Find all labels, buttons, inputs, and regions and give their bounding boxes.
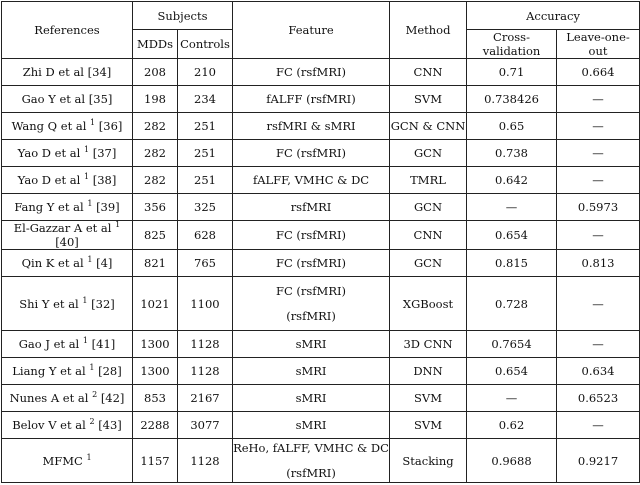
col-controls: Controls [178, 30, 233, 59]
mdds-cell: 825 [133, 221, 178, 250]
method-cell: GCN [390, 140, 467, 167]
feature-line: FC (rsfMRI) [275, 284, 347, 298]
mdds-cell: 208 [133, 59, 178, 86]
controls-cell: 765 [178, 250, 233, 277]
feature-cell: FC (rsfMRI) [233, 140, 390, 167]
cv-cell: 0.65 [467, 113, 557, 140]
method-cell: SVM [390, 385, 467, 412]
mdds-cell: 282 [133, 113, 178, 140]
reference-cell: Qin K et al $^1$ [4] [2, 250, 133, 277]
cv-cell: — [467, 385, 557, 412]
controls-cell: 3077 [178, 412, 233, 439]
loo-cell: 0.6523 [557, 385, 640, 412]
controls-cell: 1100 [178, 277, 233, 331]
reference-cell: Yao D et al $^1$ [38] [2, 167, 133, 194]
col-cross-validation: Cross-validation [467, 30, 557, 59]
reference-cell: Liang Y et al $^1$ [28] [2, 358, 133, 385]
feature-cell: fALFF (rsfMRI) [233, 86, 390, 113]
loo-cell: — [557, 412, 640, 439]
controls-cell: 2167 [178, 385, 233, 412]
controls-cell: 251 [178, 167, 233, 194]
feature-line-2: (rsfMRI) [286, 309, 336, 323]
col-mdds: MDDs [133, 30, 178, 59]
feature-cell: sMRI [233, 412, 390, 439]
mdds-cell: 198 [133, 86, 178, 113]
cv-cell: 0.7654 [467, 331, 557, 358]
method-cell: TMRL [390, 167, 467, 194]
mdds-cell: 356 [133, 194, 178, 221]
mdds-cell: 1300 [133, 331, 178, 358]
feature-cell: FC (rsfMRI) [233, 59, 390, 86]
method-cell: Stacking [390, 439, 467, 483]
controls-cell: 210 [178, 59, 233, 86]
controls-cell: 234 [178, 86, 233, 113]
mdds-cell: 1300 [133, 358, 178, 385]
col-leave-one-out: Leave-one-out [557, 30, 640, 59]
table-row [2, 86, 640, 113]
cv-cell: 0.642 [467, 167, 557, 194]
loo-cell: 0.5973 [557, 194, 640, 221]
cv-cell: 0.815 [467, 250, 557, 277]
feature-cell: fALFF, VMHC & DC [233, 167, 390, 194]
method-cell: 3D CNN [390, 331, 467, 358]
reference-cell: Gao J et al $^1$ [41] [2, 331, 133, 358]
loo-cell: — [557, 221, 640, 250]
feature-cell [233, 439, 390, 483]
col-feature: Feature [233, 2, 390, 59]
reference-cell: Shi Y et al $^1$ [32] [2, 277, 133, 331]
reference-cell: Zhi D et al [34] [2, 59, 133, 86]
method-cell: GCN [390, 194, 467, 221]
table-row [2, 412, 640, 439]
mdds-cell: 2288 [133, 412, 178, 439]
controls-cell: 251 [178, 113, 233, 140]
mdds-cell: 282 [133, 167, 178, 194]
feature-line-2: (rsfMRI) [286, 466, 336, 480]
feature-line: ReHo, fALFF, VMHC & DC [233, 441, 389, 455]
table-row [2, 277, 640, 331]
cv-cell: 0.738426 [467, 86, 557, 113]
loo-cell: — [557, 113, 640, 140]
table-row [2, 59, 640, 86]
cv-cell: — [467, 194, 557, 221]
method-cell: CNN [390, 59, 467, 86]
reference-cell: Fang Y et al $^1$ [39] [2, 194, 133, 221]
loo-cell: — [557, 167, 640, 194]
reference-cell: El-Gazzar A et al $^1$ [40] [2, 221, 133, 250]
table-row [2, 331, 640, 358]
cv-cell: 0.654 [467, 221, 557, 250]
method-cell: DNN [390, 358, 467, 385]
method-cell: GCN & CNN [390, 113, 467, 140]
method-cell: SVM [390, 86, 467, 113]
loo-cell: 0.9217 [557, 439, 640, 483]
loo-cell: — [557, 277, 640, 331]
feature-cell: rsfMRI & sMRI [233, 113, 390, 140]
col-method: Method [390, 2, 467, 59]
cv-cell: 0.71 [467, 59, 557, 86]
feature-cell: FC (rsfMRI) [233, 221, 390, 250]
comparison-table [1, 1, 640, 483]
feature-cell [233, 277, 390, 331]
controls-cell: 1128 [178, 358, 233, 385]
cv-cell: 0.728 [467, 277, 557, 331]
mdds-cell: 821 [133, 250, 178, 277]
cv-cell: 0.62 [467, 412, 557, 439]
table-row [2, 385, 640, 412]
mdds-cell: 853 [133, 385, 178, 412]
table-row [2, 167, 640, 194]
loo-cell: 0.813 [557, 250, 640, 277]
col-references: References [2, 2, 133, 59]
reference-cell: Gao Y et al [35] [2, 86, 133, 113]
reference-cell: Belov V et al $^2$ [43] [2, 412, 133, 439]
header-row [2, 2, 640, 30]
controls-cell: 1128 [178, 439, 233, 483]
table-row [2, 250, 640, 277]
method-cell: GCN [390, 250, 467, 277]
controls-cell: 628 [178, 221, 233, 250]
method-cell: CNN [390, 221, 467, 250]
table-row [2, 140, 640, 167]
mdds-cell: 1157 [133, 439, 178, 483]
feature-cell: rsfMRI [233, 194, 390, 221]
reference-cell: MFMC $^1$ [2, 439, 133, 483]
loo-cell: 0.664 [557, 59, 640, 86]
cv-cell: 0.9688 [467, 439, 557, 483]
feature-cell: sMRI [233, 385, 390, 412]
reference-cell: Nunes A et al $^2$ [42] [2, 385, 133, 412]
controls-cell: 325 [178, 194, 233, 221]
table-row-mfmc [2, 439, 640, 483]
loo-cell: 0.634 [557, 358, 640, 385]
controls-cell: 1128 [178, 331, 233, 358]
cv-cell: 0.654 [467, 358, 557, 385]
controls-cell: 251 [178, 140, 233, 167]
mdds-cell: 1021 [133, 277, 178, 331]
loo-cell: — [557, 331, 640, 358]
loo-cell: — [557, 140, 640, 167]
feature-cell: sMRI [233, 358, 390, 385]
mdds-cell: 282 [133, 140, 178, 167]
reference-cell: Wang Q et al $^1$ [36] [2, 113, 133, 140]
feature-cell: sMRI [233, 331, 390, 358]
method-cell: SVM [390, 412, 467, 439]
reference-cell: Yao D et al $^1$ [37] [2, 140, 133, 167]
table-row [2, 194, 640, 221]
feature-cell: FC (rsfMRI) [233, 250, 390, 277]
table-row [2, 221, 640, 250]
method-cell: XGBoost [390, 277, 467, 331]
table-row [2, 113, 640, 140]
col-accuracy: Accuracy [467, 2, 640, 30]
cv-cell: 0.738 [467, 140, 557, 167]
col-subjects: Subjects [133, 2, 233, 30]
table-row [2, 358, 640, 385]
loo-cell: — [557, 86, 640, 113]
